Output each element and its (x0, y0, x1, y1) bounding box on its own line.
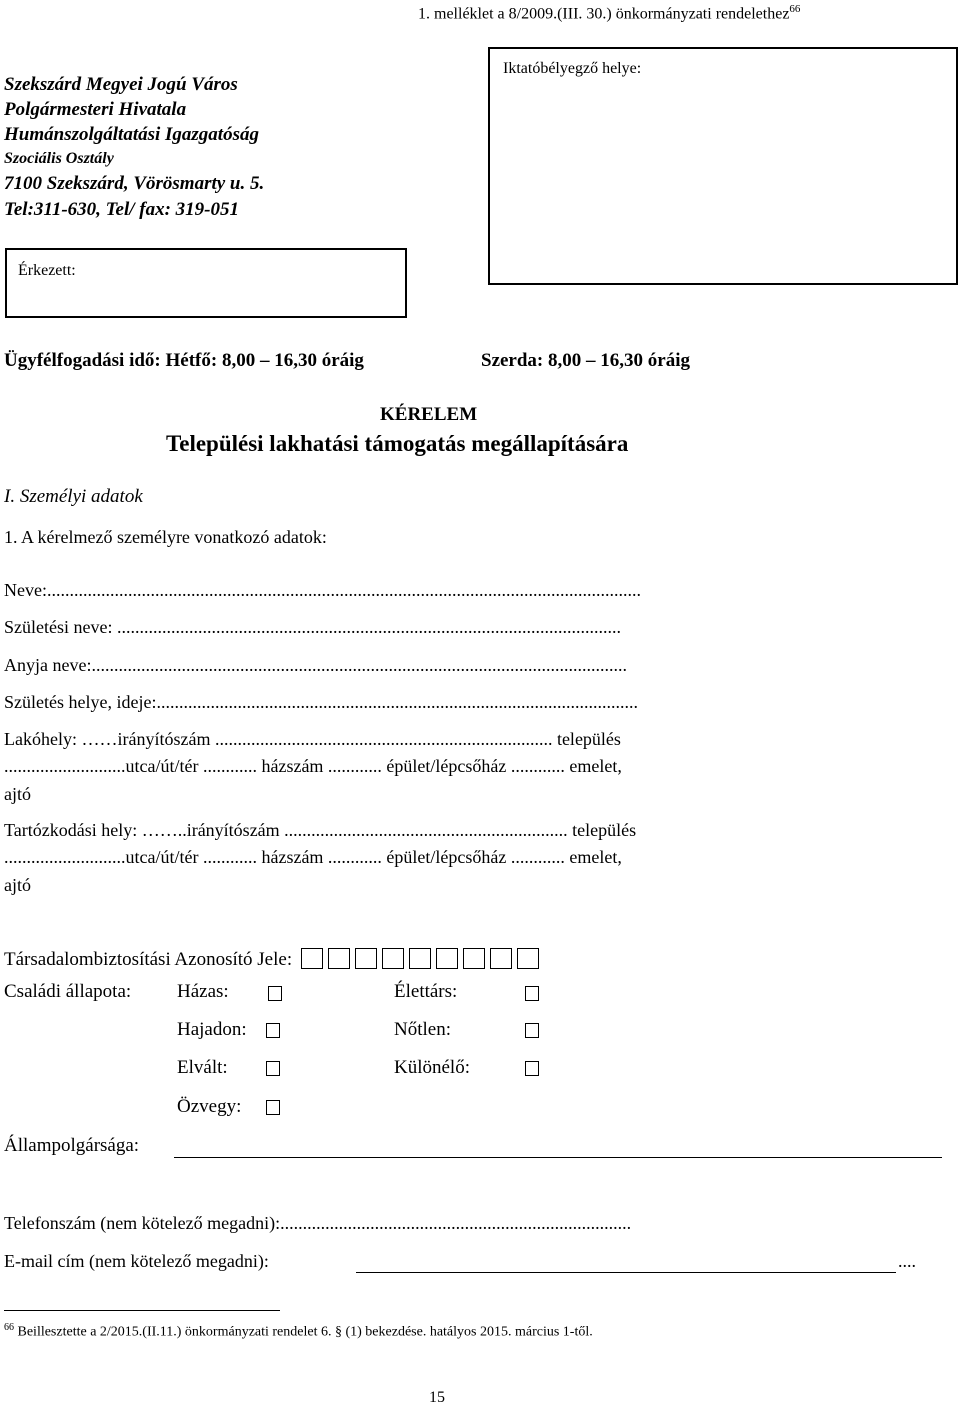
residence-field-line-2[interactable]: ...........................utca/út/tér ............ házszám ............ épület/lépcsőház ............ emelet, (4, 756, 622, 776)
residence-field-line-1[interactable]: Lakóhely: ……irányítószám ........................................................................... település (4, 729, 621, 749)
option-widowed-label: Özvegy: (177, 1096, 242, 1117)
married-checkbox[interactable] (268, 986, 282, 1001)
office-line-2: Polgármesteri Hivatala (4, 99, 187, 120)
taj-digit-box[interactable] (490, 948, 512, 969)
footnote-number: 66 (4, 1322, 14, 1333)
taj-digit-box[interactable] (436, 948, 458, 969)
email-dots: .... (898, 1251, 916, 1271)
stay-field-line-2[interactable]: ...........................utca/út/tér ............ házszám ............ épület/lépcsőház ............ emelet, (4, 847, 622, 867)
applicant-data-heading: 1. A kérelmező személyre vonatkozó adatok: (4, 527, 327, 547)
phone-field[interactable]: Telefonszám (nem kötelező megadni):.............................................................................. (4, 1213, 632, 1233)
option-married-label: Házas: (177, 981, 229, 1002)
office-line-5: 7100 Szekszárd, Vörösmarty u. 5. (4, 173, 265, 194)
name-field[interactable]: Neve:.................................................................................................................................... (4, 580, 641, 600)
page-number: 15 (429, 1389, 445, 1406)
email-input-line (356, 1272, 896, 1273)
taj-boxes (301, 949, 544, 970)
taj-digit-box[interactable] (355, 948, 377, 969)
stay-field-line-3: ajtó (4, 875, 31, 895)
footnote-text: Beillesztette a 2/2015.(II.11.) önkormányzati rendelet 6. § (1) bekezdése. hatályos 2015. március 1-től. (17, 1324, 593, 1340)
taj-digit-box[interactable] (409, 948, 431, 969)
arrived-box-label: Érkezett: (18, 262, 76, 279)
option-partner-label: Élettárs: (394, 981, 458, 1002)
stay-field-line-1[interactable]: Tartózkodási hely: ……..irányítószám ............................................................... település (4, 820, 637, 840)
taj-digit-box[interactable] (463, 948, 485, 969)
annex-note: 1. melléklet a 8/2009.(III. 30.) önkormányzati rendelethez$^{66}$ (418, 3, 801, 23)
taj-label: Társadalombiztosítási Azonosító Jele: (4, 949, 293, 970)
footnote (4, 1322, 593, 1341)
section-personal-data: I. Személyi adatok (4, 486, 143, 507)
email-field[interactable] (4, 1251, 269, 1272)
option-single-male-label: Nőtlen: (394, 1019, 451, 1040)
citizenship-input-line[interactable] (174, 1157, 942, 1158)
option-separated-label: Különélő: (394, 1057, 470, 1078)
office-line-6: Tel:311-630, Tel/ fax: 319-051 (4, 199, 240, 220)
taj-row (4, 948, 544, 971)
form-subtitle: Települési lakhatási támogatás megállapítására (166, 431, 629, 456)
form-title: KÉRELEM (380, 404, 478, 425)
single-male-checkbox[interactable] (525, 1023, 539, 1038)
divorced-checkbox[interactable] (266, 1061, 280, 1076)
footnote-ref: 66 (789, 3, 801, 15)
stamp-box-label: Iktatóbélyegző helye: (503, 60, 642, 77)
taj-digit-box[interactable] (517, 948, 539, 969)
option-divorced-label: Elvált: (177, 1057, 228, 1078)
office-line-3: Humánszolgáltatási Igazgatóság (4, 124, 259, 145)
taj-digit-box[interactable] (382, 948, 404, 969)
office-hours-monday: Ügyfélfogadási idő: Hétfő: 8,00 – 16,30 óráig (4, 350, 364, 371)
single-female-checkbox[interactable] (266, 1023, 280, 1038)
birth-name-field[interactable]: Születési neve: ................................................................................................................ (4, 617, 621, 637)
marital-status-label: Családi állapota: (4, 981, 132, 1002)
arrived-box (5, 248, 407, 318)
stamp-box (488, 47, 958, 285)
office-line-1: Szekszárd Megyei Jogú Város (4, 74, 238, 95)
option-single-female-label: Hajadon: (177, 1019, 247, 1040)
office-line-4: Szociális Osztály (4, 150, 114, 167)
taj-digit-box[interactable] (328, 948, 350, 969)
email-label: E-mail cím (nem kötelező megadni): (4, 1251, 269, 1271)
widowed-checkbox[interactable] (266, 1100, 280, 1115)
office-hours-wednesday: Szerda: 8,00 – 16,30 óráig (481, 350, 690, 371)
residence-field-line-3: ajtó (4, 784, 31, 804)
taj-digit-box[interactable] (301, 948, 323, 969)
mother-name-field[interactable]: Anyja neve:....................................................................................................................... (4, 655, 627, 675)
birth-place-date-field[interactable]: Születés helye, ideje:........................................................................................................... (4, 692, 638, 712)
partner-checkbox[interactable] (525, 986, 539, 1001)
footnote-separator (4, 1310, 280, 1311)
citizenship-label: Állampolgársága: (4, 1135, 140, 1156)
separated-checkbox[interactable] (525, 1061, 539, 1076)
